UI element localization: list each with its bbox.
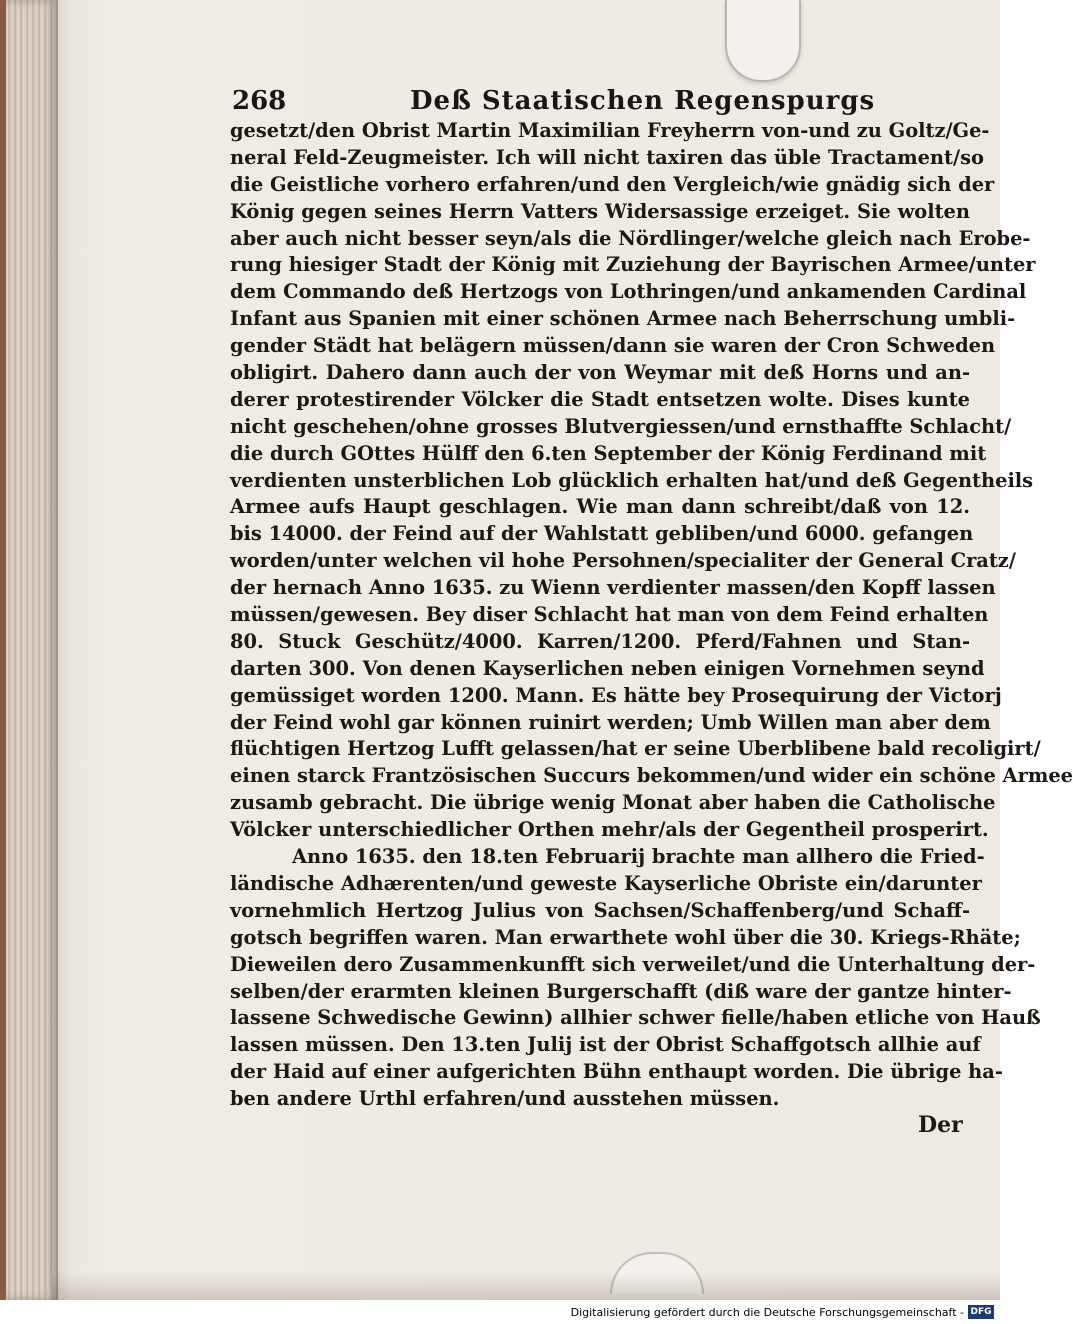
digitization-footer bbox=[0, 1300, 1000, 1324]
text-line: der Haid auf einer aufgerichten Bühn enthaupt worden. Die übrige ha- bbox=[230, 1060, 1003, 1084]
running-title: Deß Staatischen Regenspurgs bbox=[410, 86, 876, 116]
text-line: Dieweilen dero Zusammenkunfft sich verweilet/und die Unterhaltung der- bbox=[230, 952, 1036, 976]
text-line: derer protestirender Völcker die Stadt entsetzen wolte. Dises kunte bbox=[230, 387, 970, 411]
text-line: flüchtigen Hertzog Lufft gelassen/hat er seine Uberblibene bald recoligirt/ bbox=[230, 737, 1041, 761]
book-cover-edge bbox=[0, 0, 6, 1300]
text-line: vornehmlich Hertzog Julius von Sachsen/Schaffenberg/und Schaff- bbox=[230, 898, 970, 922]
text-line: einen starck Frantzösischen Succurs bekommen/und wider ein schöne Armee bbox=[230, 764, 1073, 788]
funding-credit: Digitalisierung gefördert durch die Deutsche Forschungsgemeinschaft - bbox=[570, 1306, 964, 1319]
text-line: selben/der erarmten kleinen Burgerschafft (diß ware der gantze hinter- bbox=[230, 979, 1012, 1003]
text-line: der hernach Anno 1635. zu Wienn verdienter massen/den Kopff lassen bbox=[230, 576, 996, 600]
text-line: neral Feld-Zeugmeister. Ich will nicht taxiren das üble Tractament/so bbox=[230, 145, 984, 169]
text-line: König gegen seines Herrn Vatters Widersassige erzeiget. Sie wolten bbox=[230, 199, 970, 223]
text-line: gesetzt/den Obrist Martin Maximilian Freyherrn von-und zu Goltz/Ge- bbox=[230, 119, 990, 142]
text-line: gemüssiget worden 1200. Mann. Es hätte bey Prosequirung der Victorj bbox=[230, 683, 1002, 707]
text-line: die Geistliche vorhero erfahren/und den Vergleich/wie gnädig sich der bbox=[230, 172, 995, 196]
text-line: die durch GOttes Hülff den 6.ten September der König Ferdinand mit bbox=[230, 441, 987, 465]
text-line: Infant aus Spanien mit einer schönen Armee nach Beherrschung umbli- bbox=[230, 307, 1016, 331]
text-line: zusamb gebracht. Die übrige wenig Monat aber haben die Catholische bbox=[230, 791, 996, 815]
body-text bbox=[230, 118, 1073, 1113]
text-line: Armee aufs Haupt geschlagen. Wie man dann schreibt/daß von 12. bbox=[230, 495, 970, 519]
text-line: ben andere Urthl erfahren/und ausstehen müssen. bbox=[230, 1087, 780, 1111]
text-line: aber auch nicht besser seyn/als die Nördlinger/welche gleich nach Erobe- bbox=[230, 226, 1031, 250]
text-line: lassen müssen. Den 13.ten Julij ist der Obrist Schaffgotsch allhie auf bbox=[230, 1033, 981, 1057]
page-clip-top bbox=[725, 0, 801, 82]
text-line: Völcker unterschiedlicher Orthen mehr/als der Gegentheil prosperirt. bbox=[230, 818, 989, 842]
text-line: der Feind wohl gar können ruinirt werden; Umb Willen man aber dem bbox=[230, 710, 991, 734]
text-line: worden/unter welchen vil hohe Persohnen/specialiter der General Cratz/ bbox=[230, 549, 1016, 573]
text-line: ländische Adhærenten/und geweste Kayserliche Obriste ein/darunter bbox=[230, 871, 982, 895]
page-shadow bbox=[52, 1272, 1000, 1300]
page-number: 268 bbox=[232, 86, 287, 116]
text-line: obligirt. Dahero dann auch der von Weymar mit deß Horns und an- bbox=[230, 361, 970, 385]
text-line: bis 14000. der Feind auf der Wahlstatt gebliben/und 6000. gefangen bbox=[230, 522, 974, 546]
text-line: rung hiesiger Stadt der König mit Zuziehung der Bayrischen Armee/unter bbox=[230, 253, 1036, 277]
text-line: gotsch begriffen waren. Man erwarthete wohl über die 30. Kriegs-Rhäte; bbox=[230, 925, 1021, 949]
text-line: gender Städt hat belägern müssen/dann sie waren der Cron Schweden bbox=[230, 334, 996, 358]
text-line: lassene Schwedische Gewinn) allhier schwer fielle/haben etliche von Hauß bbox=[230, 1006, 1041, 1030]
text-line: darten 300. Von denen Kayserlichen neben einigen Vornehmen seynd bbox=[230, 656, 985, 680]
book-page-edges bbox=[0, 0, 58, 1300]
text-line: dem Commando deß Hertzogs von Lothringen/und ankamenden Cardinal bbox=[230, 280, 1027, 304]
text-line: verdienten unsterblichen Lob glücklich erhalten hat/und deß Gegentheils bbox=[230, 468, 1034, 492]
paragraph-first-line: Anno 1635. den 18.ten Februarij brachte man allhero die Fried- bbox=[292, 845, 985, 869]
dfg-logo: DFG bbox=[968, 1305, 994, 1319]
catchword: Der bbox=[918, 1112, 963, 1138]
text-line: 80. Stuck Geschütz/4000. Karren/1200. Pferd/Fahnen und Stan- bbox=[230, 629, 970, 653]
text-line: nicht geschehen/ohne grosses Blutvergiessen/und ernsthaffte Schlacht/ bbox=[230, 414, 1012, 438]
text-line: müssen/gewesen. Bey diser Schlacht hat man von dem Feind erhalten bbox=[230, 603, 989, 627]
